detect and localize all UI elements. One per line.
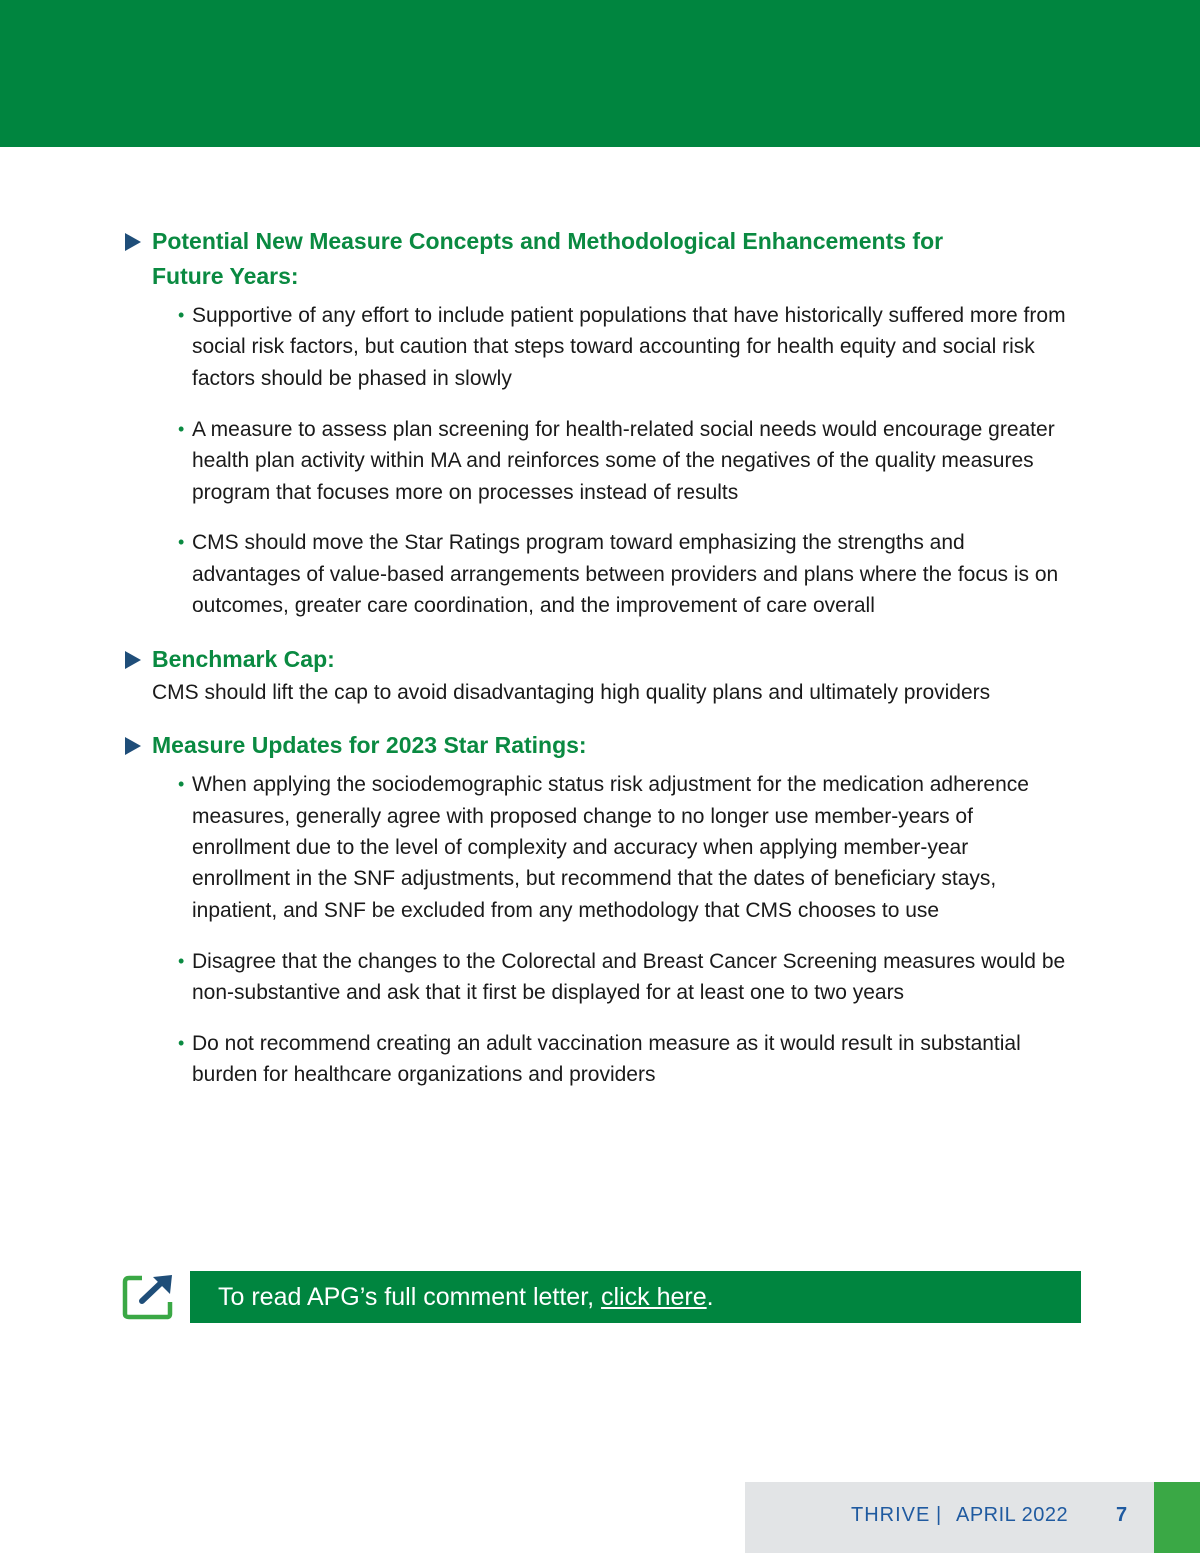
external-link-icon[interactable] (122, 1274, 174, 1320)
section-heading (122, 642, 1072, 677)
list-item-text: A measure to assess plan screening for health-related social needs would encourage greater health plan activity within MA and reinforces some of the negatives of the quality measures program that focuses more on processes instead of results (192, 417, 1055, 504)
list-item (178, 300, 1072, 394)
bullet-dot-icon: • (178, 1033, 185, 1053)
main-content (122, 224, 1072, 1111)
section-measure-updates (122, 728, 1072, 1091)
list-item (178, 414, 1072, 508)
bullet-list (122, 769, 1072, 1091)
section-body: CMS should lift the cap to avoid disadvantaging high quality plans and ultimately providers (152, 680, 991, 704)
triangle-right-icon (125, 737, 141, 755)
section-benchmark-cap (122, 642, 1072, 709)
section-title: Benchmark Cap: (152, 645, 335, 672)
section-measure-concepts (122, 224, 1072, 622)
triangle-right-icon (125, 233, 141, 251)
header-band (0, 0, 1200, 147)
list-item (178, 946, 1072, 1009)
list-item-text: Disagree that the changes to the Colorectal and Breast Cancer Screening measures would be non-substantive and ask that it first be displayed for at least one to two years (192, 949, 1066, 1005)
section-title-line1: Potential New Measure Concepts and Methodological Enhancements for (152, 228, 944, 254)
list-item-text: Do not recommend creating an adult vaccination measure as it would result in substantial burden for healthcare organizations and providers (192, 1032, 1021, 1087)
section-heading (122, 728, 1072, 763)
click-here-link[interactable]: click here (601, 1283, 707, 1311)
cta-banner (190, 1271, 1081, 1323)
list-item-text: When applying the sociodemographic status risk adjustment for the medication adherence measures, generally agree with proposed change to no longer use member-years of enrollment due to the level of complexity and accuracy when applying member-year enrollment in the SNF adjustments, but recommend that the dates of beneficiary stays, inpatient, and SNF be excluded from any methodology that CMS chooses to use (192, 773, 1029, 922)
cta-suffix: . (706, 1283, 714, 1311)
list-item (178, 527, 1072, 621)
page-number: 7 (1116, 1504, 1128, 1526)
list-item-text: CMS should move the Star Ratings program toward emphasizing the strengths and advantages of value-based arrangements between providers and plans where the focus is on outcomes, greater care coordination, and the improvement of care overall (192, 531, 1059, 618)
footer-date: APRIL 2022 (956, 1504, 1069, 1526)
list-item (178, 1028, 1072, 1091)
bullet-list (122, 300, 1072, 622)
footer-accent (1154, 1482, 1200, 1553)
triangle-right-icon (125, 651, 141, 669)
footer-separator: | (936, 1504, 942, 1526)
section-title-line2: Future Years: (152, 263, 299, 289)
bullet-dot-icon: • (178, 532, 185, 553)
list-item (178, 769, 1072, 926)
cta-text: To read APG’s full comment letter, (218, 1283, 602, 1311)
bullet-dot-icon: • (178, 950, 185, 971)
list-item-text: Supportive of any effort to include patient populations that have historically suffered more from social risk factors, but caution that steps toward accounting for health equity and social risk factors should be phased in slowly (192, 304, 1066, 390)
section-heading (122, 224, 1072, 294)
footer-publication: THRIVE (851, 1504, 931, 1526)
bullet-dot-icon: • (178, 418, 185, 439)
bullet-dot-icon: • (178, 305, 185, 325)
section-title: Measure Updates for 2023 Star Ratings: (152, 732, 587, 759)
bullet-dot-icon: • (178, 774, 185, 795)
footer-bar (745, 1482, 1154, 1553)
